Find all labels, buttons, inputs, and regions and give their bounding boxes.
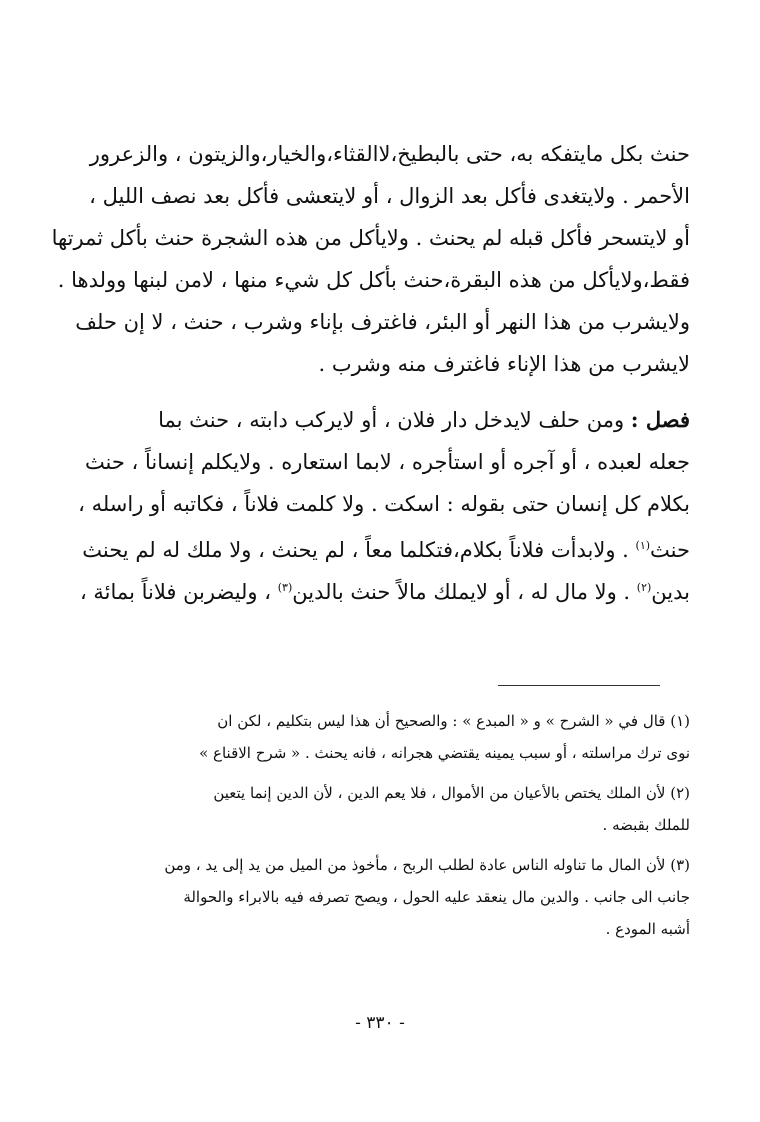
text-line: الأحمر . ولايتغدى فأكل بعد الزوال ، أو لايتعشى فأكل بعد نصف الليل ، [89,184,690,208]
section-label: فصل : [630,407,690,432]
footnote-line: (٣) لأن المال ما تناوله الناس عادة لطلب الربح ، مأخوذ من الميل من يد إلى يد ، ومن [164,856,690,874]
main-text [51,133,690,609]
footnote-line: أشبه المودع . [605,920,690,938]
text-line: لايشرب من هذا الإناء فاغترف منه وشرب . [318,352,690,376]
footnote-marker-3: (٣) [277,581,293,594]
text-run: بدين [651,580,690,604]
text-run: . ولا مال له ، أو لايملك مالاً حنث بالدين [292,580,631,604]
footnote-line: (١) قال في « الشرح » و « المبدع » : والصحيح أن هذا ليس بتكليم ، لكن ان [217,712,690,730]
footnote-line: جانب الى جانب . والدين مال ينعقد عليه الحول ، ويصح تصرفه فيه بالابراء والحوالة [183,888,690,906]
section-heading-line [100,399,690,441]
footnote-marker-2: (٢) [636,581,652,594]
footnote-line: (٢) لأن الملك يختص بالأعيان من الأموال ، فلا يعم الدين ، لأن الدين إنما يتعين [213,784,690,802]
text-line: بكلام كل إنسان حتى بقوله : اسكت . ولا كلمت فلاناً ، فكاتبه أو راسله ، [78,492,690,516]
text-line: أو لايتسحر فأكل قبله لم يحنث . ولايأكل من هذه الشجرة حنث بأكل ثمرتها [51,226,690,250]
text-line [82,525,690,567]
text-line: حنث بكل مايتفكه به، حتى بالبطيخ،لاالقثاء،والخيار،والزيتون ، والزعرور [89,142,690,166]
footnote-marker-1: (١) [635,539,651,552]
text-run: ومن حلف لايدخل دار فلان ، أو لايركب دابته ، حنث بما [158,408,625,432]
footnote-2 [100,777,690,841]
text-line: فقط،ولايأكل من هذه البقرة،حنث بأكل كل شيء منها ، لامن لبنها وولدها . [57,268,690,292]
footnote-line: للملك بقبضه . [602,816,690,834]
footnotes [100,705,690,953]
text-run: ، وليضربن فلاناً بمائة ، [79,580,272,604]
page-number: - ٣٣٠ - [355,1013,405,1033]
text-run: . ولابدأت فلاناً بكلام،فتكلما معاً ، لم يحنث ، ولا ملك له لم يحنث [82,538,629,562]
footnote-line: نوى ترك مراسلته ، أو سبب يمينه يقتضي هجرانه ، فانه يحنث . « شرح الاقناع » [199,744,690,762]
text-run: حنث [650,538,690,562]
footnote-1 [100,705,690,769]
text-line: ولايشرب من هذا النهر أو البئر، فاغترف بإناء وشرب ، حنث ، لا إن حلف [75,310,690,334]
footnote-3 [100,849,690,945]
text-line: جعله لعبده ، أو آجره أو استأجره ، لابما استعاره . ولايكلم إنساناً ، حنث [84,450,690,474]
text-line [79,567,690,609]
footnote-divider [498,685,660,686]
